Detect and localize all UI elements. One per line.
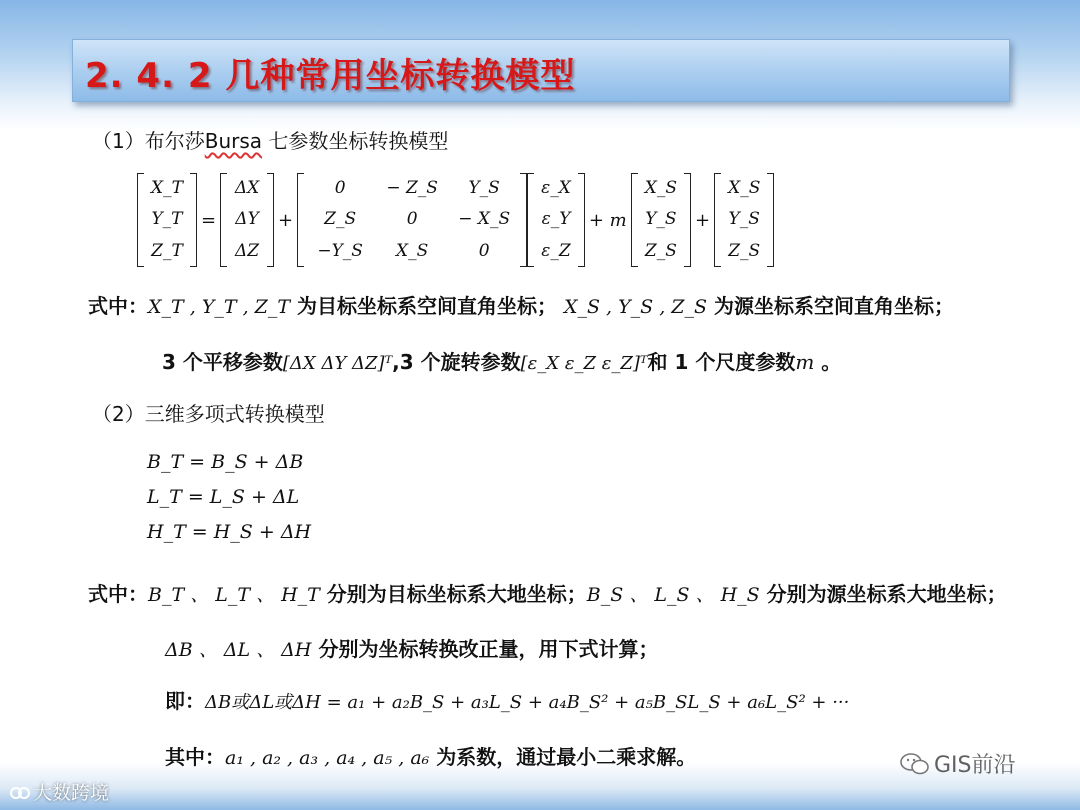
note-text: 分别为坐标转换改正量，用下式计算；: [318, 637, 659, 661]
matrix-cell: Z_S: [644, 240, 677, 261]
polynomial-eq-l: L_T = L_S + ΔL: [147, 486, 300, 508]
section1-heading-prefix: （1）布尔莎: [92, 129, 205, 153]
wechat-watermark: [900, 748, 1016, 779]
matrix-cell: − Z_S: [386, 178, 438, 199]
note-text: 3 个平移参数: [162, 350, 283, 374]
note-text: 。: [821, 350, 842, 374]
matrix-delta: [220, 173, 274, 267]
matrix-cell: X_S: [644, 178, 677, 199]
title-banner: [72, 39, 1010, 102]
matrix-cell: − X_S: [458, 209, 511, 230]
matrix-cell: ΔX: [234, 178, 260, 199]
matrix-cell: 0: [334, 178, 346, 199]
matrix-cell: X_T: [151, 178, 183, 199]
source-geodetic-vars: B_S 、 L_S 、 H_S: [586, 584, 760, 606]
note-text: ,3 个旋转参数: [392, 350, 521, 374]
matrix-cell: −Y_S: [317, 240, 363, 261]
matrix-cell: 0: [478, 240, 490, 261]
matrix-cell: Y_S: [645, 209, 677, 230]
section1-heading-suffix: 七参数坐标转换模型: [262, 129, 449, 153]
matrix-cell: ε_Z: [541, 240, 571, 261]
section2-note4: [165, 741, 696, 770]
matrix-cell: ΔY: [235, 209, 259, 230]
scale-symbol: m: [795, 350, 815, 374]
note-label: 即：: [165, 689, 205, 713]
source-vars: X_S , Y_S , Z_S: [563, 296, 708, 318]
matrix-cell: ε_Y: [541, 209, 571, 230]
matrix-cell: 0: [406, 209, 418, 230]
brand-logo-icon: [10, 784, 30, 800]
matrix-source-2: [714, 173, 774, 267]
note-label: 其中：: [165, 745, 225, 769]
bursa-matrix-equation: [137, 172, 774, 268]
note-label: 式中：: [88, 294, 148, 318]
target-geodetic-vars: B_T 、 L_T 、 H_T: [148, 584, 320, 606]
matrix-cell: Z_S: [728, 240, 761, 261]
section2-note3: [165, 685, 849, 714]
note-text: 和 1 个尺度参数: [647, 350, 796, 374]
equals-sign: =: [200, 209, 217, 231]
correction-vars: ΔB 、 ΔL 、 ΔH: [165, 639, 312, 661]
matrix-cell: Z_T: [151, 240, 183, 261]
watermark-text: 大数跨境: [33, 782, 110, 804]
polynomial-formula: ΔB或ΔL或ΔH = a₁ + a₂B_S + a₃L_S + a₄B_S² + a₅B_SL_S + a₆L_S² + ···: [205, 692, 850, 713]
section1-note1: [88, 290, 954, 319]
matrix-cell: Z_S: [324, 209, 357, 230]
section2-heading: （2）三维多项式转换模型: [92, 402, 325, 426]
matrix-source-1: [631, 173, 691, 267]
matrix-cell: ΔZ: [235, 240, 260, 261]
page-title: 2. 4. 2 几种常用坐标转换模型: [85, 56, 576, 96]
section1-heading: [92, 125, 448, 154]
scale-operator: + m: [588, 209, 627, 231]
matrix-epsilon: [527, 173, 585, 267]
rotation-vector: [ε_X ε_Z ε_Z]ᵀ: [520, 353, 648, 374]
note-text: 为源坐标系空间直角坐标；: [714, 294, 954, 318]
polynomial-eq-b: B_T = B_S + ΔB: [147, 451, 304, 473]
note-text: 分别为目标坐标系大地坐标；: [326, 582, 587, 606]
wechat-icon: [900, 753, 930, 775]
matrix-cell: ε_X: [541, 178, 571, 199]
matrix-cell: Y_S: [728, 209, 760, 230]
note-text: 为目标坐标系空间直角坐标；: [297, 294, 557, 318]
coefficient-vars: a₁ , a₂ , a₃ , a₄ , a₅ , a₆: [225, 747, 430, 769]
section1-heading-latin: Bursa: [204, 129, 263, 153]
matrix-cell: X_S: [396, 240, 429, 261]
note-text: 为系数，通过最小二乘求解。: [436, 745, 697, 769]
corner-watermark: [10, 778, 109, 805]
matrix-cell: X_S: [728, 178, 761, 199]
translation-vector: [ΔX ΔY ΔZ]ᵀ: [282, 353, 393, 374]
note-label: 式中：: [88, 582, 148, 606]
matrix-cell: Y_S: [468, 178, 500, 199]
plus-sign: +: [278, 209, 294, 231]
polynomial-eq-h: H_T = H_S + ΔH: [147, 521, 312, 543]
section2-note2: [165, 633, 658, 662]
section1-note2: [162, 346, 841, 375]
watermark-text: GIS前沿: [934, 753, 1016, 778]
matrix-rotation: [297, 173, 527, 267]
matrix-lhs: [137, 173, 197, 267]
note-text: 分别为源坐标系大地坐标；: [766, 582, 1007, 606]
plus-sign: +: [695, 209, 711, 231]
target-vars: X_T , Y_T , Z_T: [148, 296, 291, 318]
section2-note1: [88, 578, 1007, 607]
matrix-cell: Y_T: [151, 209, 183, 230]
